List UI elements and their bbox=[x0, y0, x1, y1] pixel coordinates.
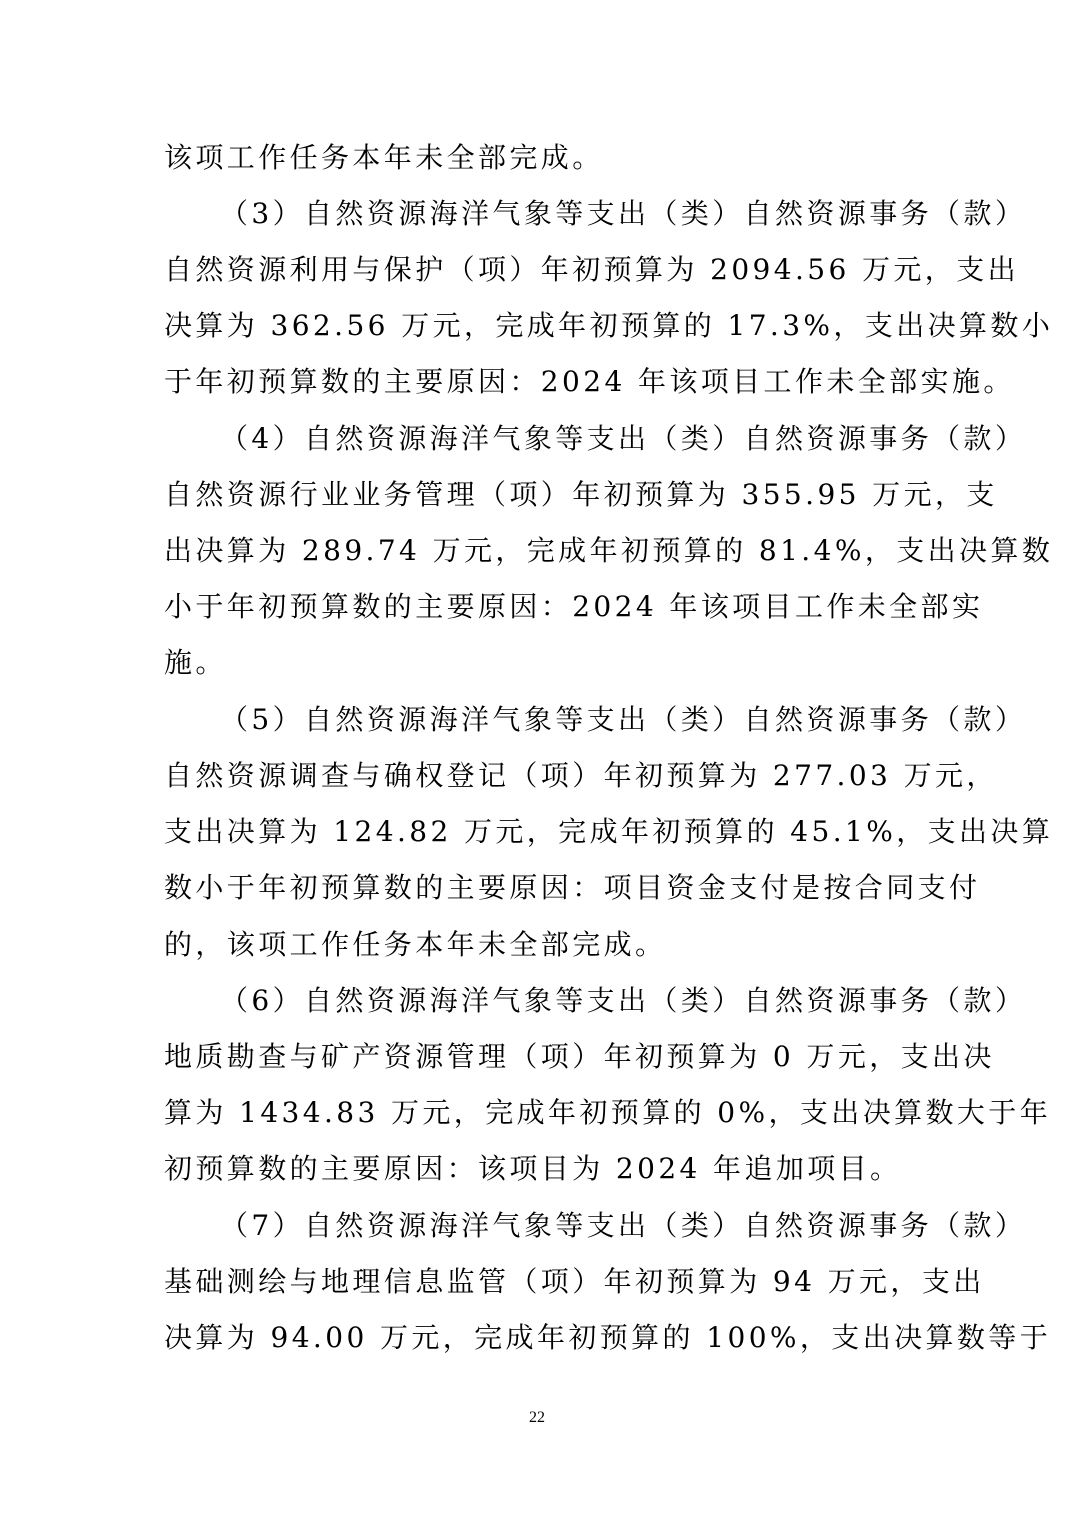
text-line: 地质勘查与矿产资源管理（项）年初预算为 0 万元，支出决 bbox=[164, 1040, 995, 1073]
text-line: 施。 bbox=[164, 646, 227, 679]
text-line: 数小于年初预算数的主要原因：项目资金支付是按合同支付 bbox=[164, 871, 981, 904]
text-line: 于年初预算数的主要原因：2024 年该项目工作未全部实施。 bbox=[164, 365, 1015, 398]
text-line: 决算为 362.56 万元，完成年初预算的 17.3%，支出决算数小 bbox=[164, 309, 1054, 342]
text-line: （6）自然资源海洋气象等支出（类）自然资源事务（款） bbox=[220, 984, 1027, 1017]
text-line: 基础测绘与地理信息监管（项）年初预算为 94 万元，支出 bbox=[164, 1265, 985, 1298]
text-line: （4）自然资源海洋气象等支出（类）自然资源事务（款） bbox=[220, 422, 1027, 455]
text-line: 该项工作任务本年未全部完成。 bbox=[164, 141, 604, 174]
text-line: 算为 1434.83 万元，完成年初预算的 0%，支出决算数大于年 bbox=[164, 1096, 1052, 1129]
text-line: 出决算为 289.74 万元，完成年初预算的 81.4%，支出决算数 bbox=[164, 534, 1054, 567]
text-line: 决算为 94.00 万元，完成年初预算的 100%，支出决算数等于 bbox=[164, 1321, 1052, 1354]
text-line: （7）自然资源海洋气象等支出（类）自然资源事务（款） bbox=[220, 1209, 1027, 1242]
text-line: （5）自然资源海洋气象等支出（类）自然资源事务（款） bbox=[220, 703, 1027, 736]
text-line: （3）自然资源海洋气象等支出（类）自然资源事务（款） bbox=[220, 197, 1027, 230]
text-line: 小于年初预算数的主要原因：2024 年该项目工作未全部实 bbox=[164, 590, 984, 623]
text-line: 初预算数的主要原因：该项目为 2024 年追加项目。 bbox=[164, 1152, 902, 1185]
text-line: 的，该项工作任务本年未全部完成。 bbox=[164, 928, 667, 961]
text-line: 自然资源利用与保护（项）年初预算为 2094.56 万元，支出 bbox=[164, 253, 1019, 286]
text-line: 支出决算为 124.82 万元，完成年初预算的 45.1%，支出决算 bbox=[164, 815, 1054, 848]
page-number: 22 bbox=[529, 1409, 545, 1426]
text-line: 自然资源行业业务管理（项）年初预算为 355.95 万元，支 bbox=[164, 478, 998, 511]
text-line: 自然资源调查与确权登记（项）年初预算为 277.03 万元， bbox=[164, 759, 998, 792]
